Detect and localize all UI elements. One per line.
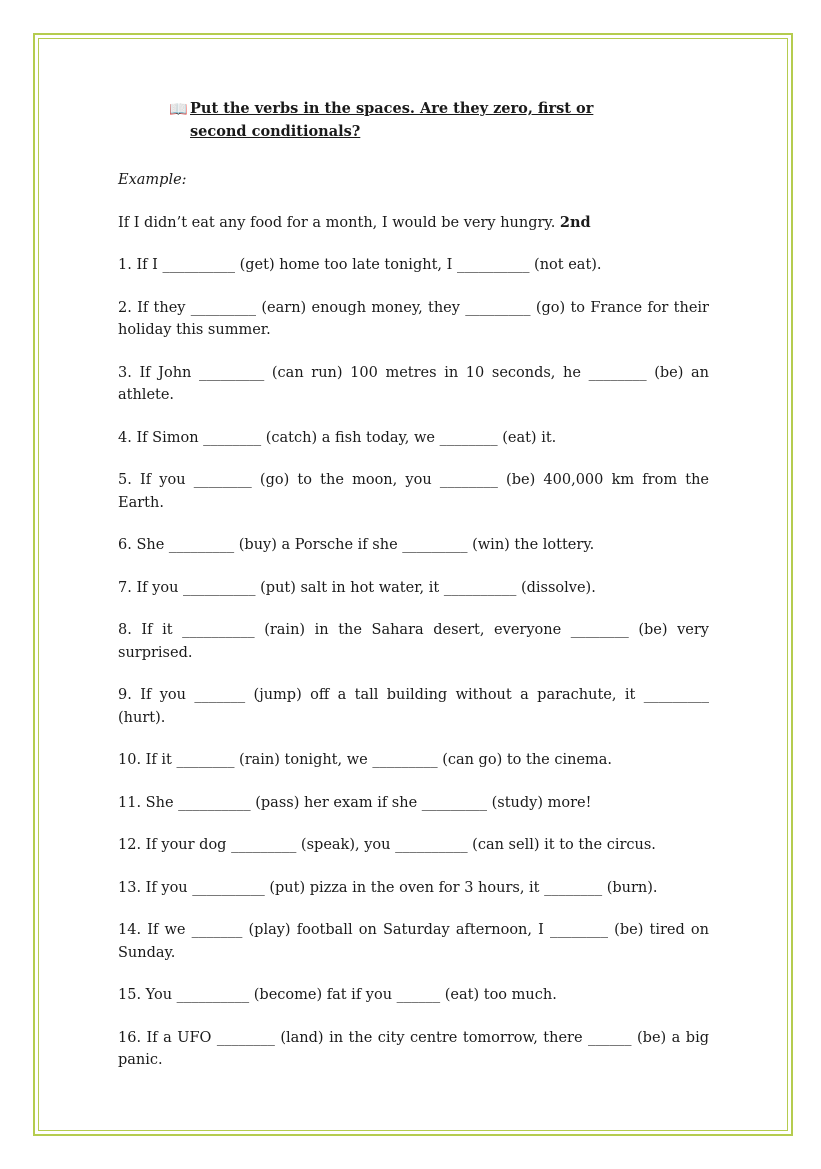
exercise-item-9: 9. If you _______ (jump) off a tall building without a parachute, it _________ (hurt). bbox=[118, 687, 709, 726]
exercise-item-8: 8. If it __________ (rain) in the Sahara desert, everyone ________ (be) very surprised. bbox=[118, 622, 709, 661]
open-book-icon: 📖 bbox=[169, 100, 188, 118]
exercise-item-7: 7. If you __________ (put) salt in hot water, it __________ (dissolve). bbox=[118, 579, 596, 596]
exercise-item-3: 3. If John _________ (can run) 100 metres in 10 seconds, he ________ (be) an athlete. bbox=[118, 364, 709, 403]
exercise-item-10: 10. If it ________ (rain) tonight, we _________ (can go) to the cinema. bbox=[118, 752, 613, 768]
exercise-item-5: 5. If you ________ (go) to the moon, you ________ (be) 400,000 km from the Earth. bbox=[118, 472, 709, 511]
exercise-item-2: 2. If they _________ (earn) enough money, they _________ (go) to France for their holiday this summer. bbox=[118, 299, 709, 338]
example-sentence-row bbox=[118, 212, 709, 235]
exercise-item-14: 14. If we _______ (play) football on Saturday afternoon, I ________ (be) tired on Sunday. bbox=[118, 922, 709, 961]
example-label: Example: bbox=[118, 172, 187, 188]
exercise-item-4: 4. If Simon ________ (catch) a fish today, we ________ (eat) it. bbox=[118, 429, 557, 446]
example-sentence: If I didn’t eat any food for a month, I would be very hungry. bbox=[118, 214, 556, 231]
exercise-item-6: 6. She _________ (buy) a Porsche if she _________ (win) the lottery. bbox=[118, 537, 595, 553]
instruction bbox=[169, 98, 709, 143]
instruction-text: Put the verbs in the spaces. Are they zero, first or second conditionals? bbox=[190, 100, 594, 140]
exercise-item-16: 16. If a UFO ________ (land) in the city centre tomorrow, there ______ (be) a big panic. bbox=[118, 1029, 709, 1068]
exercise-item-1: 1. If I __________ (get) home too late tonight, I __________ (not eat). bbox=[118, 257, 602, 273]
exercise-item-12: 12. If your dog _________ (speak), you __________ (can sell) it to the circus. bbox=[118, 837, 656, 853]
exercise-item-11: 11. She __________ (pass) her exam if she _________ (study) more! bbox=[118, 794, 592, 811]
exercise-item-13: 13. If you __________ (put) pizza in the oven for 3 hours, it ________ (burn). bbox=[118, 879, 658, 896]
worksheet-content bbox=[118, 98, 709, 1072]
example-answer: 2nd bbox=[559, 213, 591, 231]
exercise-item-15: 15. You __________ (become) fat if you ______ (eat) too much. bbox=[118, 987, 557, 1003]
